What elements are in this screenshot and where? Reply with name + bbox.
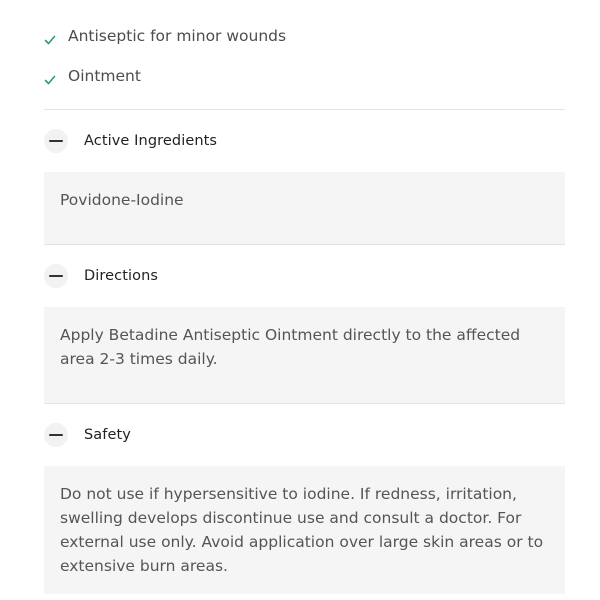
section-body: Povidone-Iodine bbox=[44, 172, 565, 244]
minus-icon[interactable] bbox=[44, 423, 68, 447]
section-title: Active Ingredients bbox=[84, 133, 218, 149]
accordion-section-active-ingredients bbox=[44, 110, 565, 244]
accordion-section-directions bbox=[44, 245, 565, 403]
minus-icon[interactable] bbox=[44, 264, 68, 288]
feature-label: Ointment bbox=[68, 66, 141, 85]
feature-item bbox=[44, 19, 565, 59]
accordion-header-safety[interactable] bbox=[44, 404, 565, 466]
product-details bbox=[44, 0, 565, 594]
accordion-header-active-ingredients[interactable] bbox=[44, 110, 565, 172]
section-body: Apply Betadine Antiseptic Ointment directly to the affected area 2-3 times daily. bbox=[44, 307, 565, 403]
accordion-section-safety bbox=[44, 404, 565, 594]
minus-icon[interactable] bbox=[44, 129, 68, 153]
feature-list bbox=[44, 0, 565, 99]
accordion-header-directions[interactable] bbox=[44, 245, 565, 307]
section-body: Do not use if hypersensitive to iodine. If redness, irritation, swelling develops discontinue use and consult a doctor. For external use only. Avoid application over large skin areas or to extensive burn areas. bbox=[44, 466, 565, 594]
feature-label: Antiseptic for minor wounds bbox=[68, 26, 287, 45]
section-title: Directions bbox=[84, 268, 159, 284]
check-icon bbox=[44, 72, 56, 86]
feature-item bbox=[44, 59, 565, 99]
check-icon bbox=[44, 32, 56, 46]
section-title: Safety bbox=[84, 427, 131, 443]
